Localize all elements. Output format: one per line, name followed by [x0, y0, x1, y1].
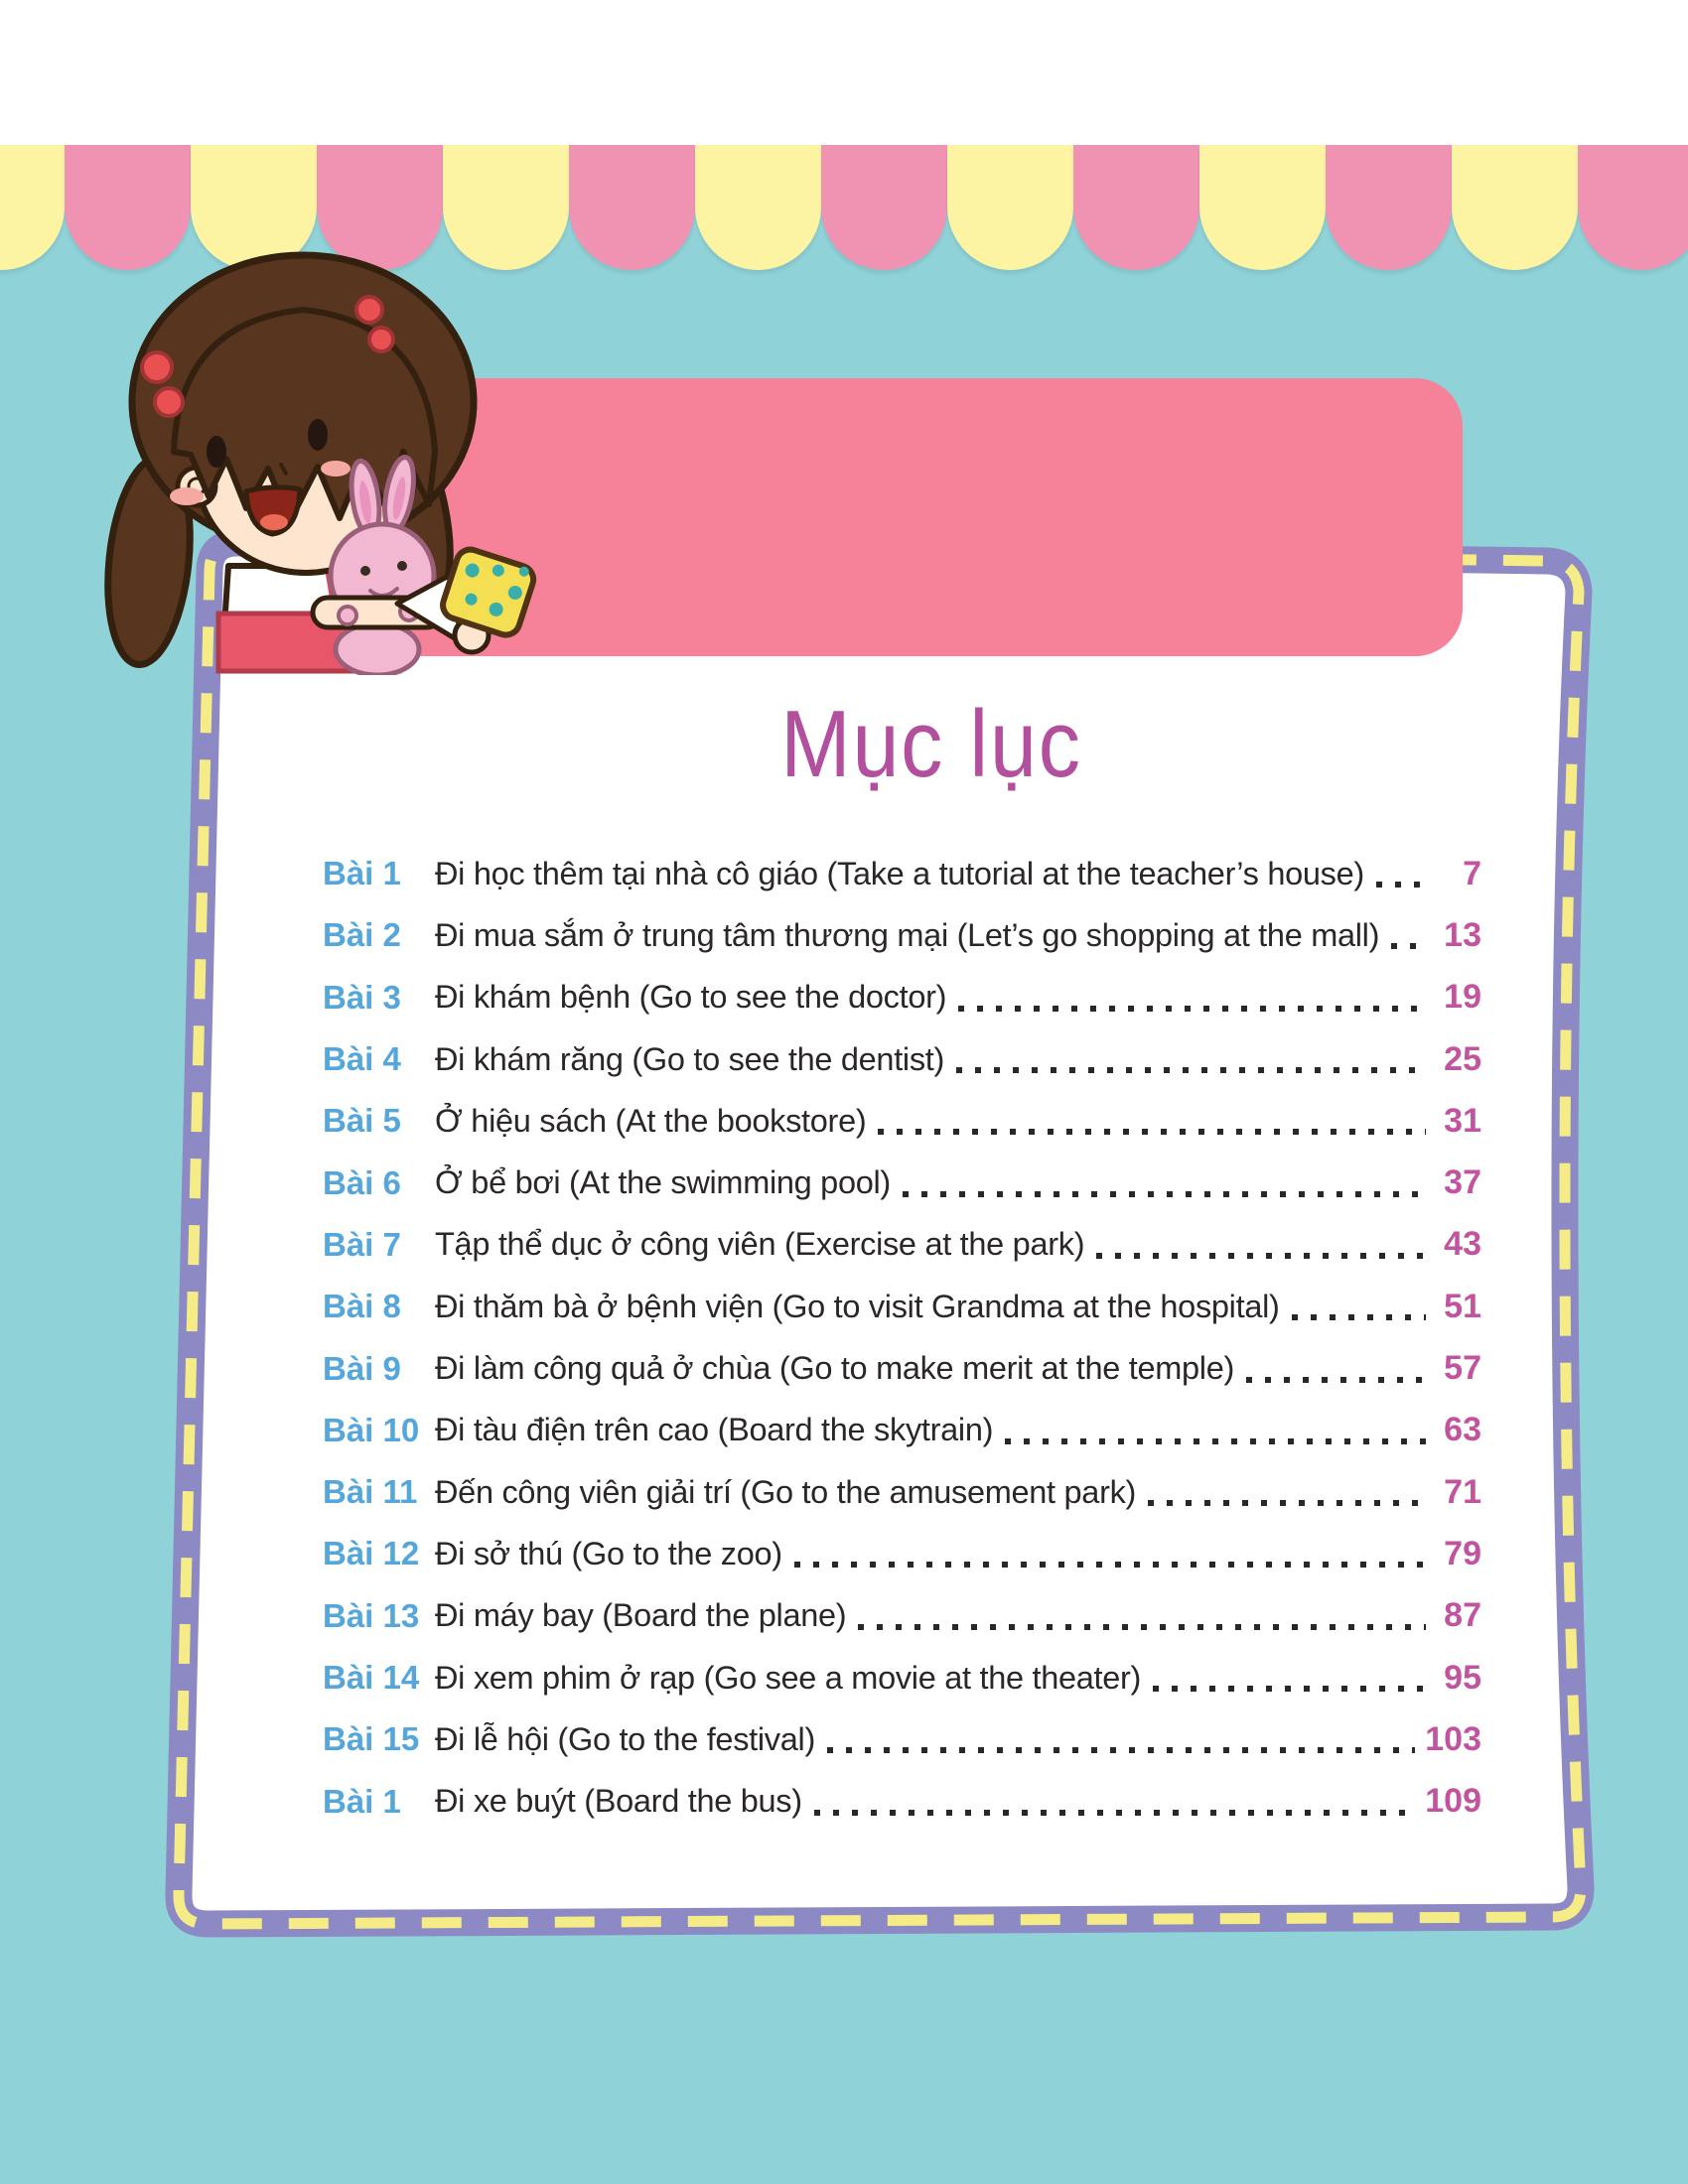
lesson-title: Đi khám bệnh (Go to see the doctor) [435, 979, 947, 1016]
toc-list [323, 843, 1481, 1833]
page-number: 25 [1444, 1039, 1481, 1078]
lesson-title: Đi mua sắm ở trung tâm thương mại (Let’s go shopping at the mall) [435, 916, 1380, 953]
dot-leader [956, 1067, 1426, 1073]
toc-row [323, 1152, 1481, 1213]
lesson-title: Đi làm công quả ở chùa (Go to make merit at the temple) [435, 1350, 1235, 1387]
page-number: 57 [1444, 1349, 1481, 1388]
girl-hairtie-left-1 [142, 352, 172, 382]
toc-row [323, 1770, 1481, 1832]
page-number: 103 [1425, 1719, 1481, 1758]
dot-leader [1246, 1377, 1426, 1383]
toc-row [323, 1461, 1481, 1523]
page-number: 37 [1444, 1163, 1481, 1202]
dot-leader [1292, 1314, 1426, 1320]
bunny-paw-left [339, 607, 356, 624]
dot-leader [827, 1747, 1415, 1753]
girl-hairtie-right-2 [369, 328, 393, 351]
page-number: 63 [1444, 1411, 1481, 1449]
toc-row [323, 843, 1481, 904]
lesson-label: Bài 3 [323, 978, 401, 1016]
lesson-label: Bài 6 [323, 1163, 401, 1201]
lesson-title: Đi lễ hội (Go to the festival) [435, 1720, 815, 1757]
girl-blush-right [321, 461, 351, 477]
lesson-label: Bài 7 [323, 1225, 401, 1263]
toc-row [323, 1214, 1481, 1276]
toc-row [323, 1523, 1481, 1584]
toc-row [323, 1090, 1481, 1152]
page-number: 87 [1444, 1596, 1481, 1635]
toc-row [323, 1708, 1481, 1770]
lesson-title: Đi xem phim ở rạp (Go see a movie at the theater) [435, 1659, 1142, 1696]
lesson-title: Đi xe buýt (Board the bus) [435, 1783, 802, 1820]
girl-blush-left [170, 487, 204, 505]
lesson-title: Tập thể dục ở công viên (Exercise at the park) [435, 1226, 1085, 1263]
dot-leader [958, 1006, 1426, 1012]
girl-hairtie-right-1 [356, 297, 382, 323]
lesson-title: Ở bể bơi (At the swimming pool) [435, 1164, 891, 1201]
lesson-title: Đi thăm bà ở bệnh viện (Go to visit Grandma at the hospital) [435, 1288, 1280, 1324]
toc-row [323, 967, 1481, 1028]
dot-leader [1096, 1253, 1426, 1259]
dot-leader [1376, 882, 1426, 887]
toc-row [323, 1400, 1481, 1461]
lesson-label: Bài 1 [323, 855, 401, 892]
girl-eye-right [308, 419, 328, 451]
lesson-title: Đi sở thú (Go to the zoo) [435, 1535, 782, 1571]
lesson-label: Bài 10 [323, 1411, 420, 1448]
girl-eye-left [207, 436, 226, 468]
dot-leader [1005, 1438, 1426, 1444]
page-number: 19 [1444, 978, 1481, 1017]
page-number: 43 [1444, 1225, 1481, 1264]
page-number: 95 [1444, 1658, 1481, 1697]
girl-illustration [79, 248, 616, 675]
lesson-label: Bài 9 [323, 1349, 401, 1387]
page-number: 13 [1444, 915, 1481, 954]
girl-hairtie-left-2 [155, 388, 183, 416]
lesson-label: Bài 12 [323, 1535, 420, 1572]
lesson-label: Bài 1 [323, 1782, 401, 1820]
page-title: Mục lục [780, 691, 1082, 797]
toc-row [323, 1647, 1481, 1708]
lesson-label: Bài 14 [323, 1659, 420, 1696]
lesson-title: Đến công viên giải trí (Go to the amusement park) [435, 1473, 1137, 1510]
toc-row [323, 1028, 1481, 1090]
girl-tongue [260, 514, 288, 530]
dot-leader [878, 1129, 1426, 1135]
dot-leader [814, 1810, 1416, 1816]
page-number: 51 [1444, 1287, 1481, 1325]
lesson-label: Bài 5 [323, 1102, 401, 1140]
lesson-title: Ở hiệu sách (At the bookstore) [435, 1102, 867, 1139]
page-number: 71 [1444, 1472, 1481, 1511]
lesson-label: Bài 15 [323, 1720, 420, 1758]
lesson-label: Bài 4 [323, 1040, 401, 1078]
toc-row [323, 1337, 1481, 1399]
dot-leader [1153, 1686, 1426, 1692]
lesson-title: Đi khám răng (Go to see the dentist) [435, 1040, 945, 1077]
dot-leader [858, 1624, 1426, 1630]
lesson-label: Bài 8 [323, 1288, 401, 1325]
lesson-label: Bài 11 [323, 1473, 418, 1511]
page-number: 79 [1444, 1534, 1481, 1572]
lesson-title: Đi học thêm tại nhà cô giáo (Take a tutorial at the teacher’s house) [435, 855, 1364, 891]
dot-leader [1148, 1500, 1426, 1506]
toc-row [323, 1585, 1481, 1647]
dot-leader [794, 1562, 1426, 1568]
page-number: 31 [1444, 1101, 1481, 1140]
toc-row [323, 1276, 1481, 1337]
page-number: 109 [1425, 1782, 1481, 1821]
lesson-label: Bài 2 [323, 916, 401, 954]
dot-leader [1391, 943, 1426, 949]
lesson-title: Đi tàu điện trên cao (Board the skytrain) [435, 1412, 994, 1448]
page-number: 7 [1463, 854, 1481, 892]
toc-row [323, 904, 1481, 966]
lesson-title: Đi máy bay (Board the plane) [435, 1597, 847, 1634]
lesson-label: Bài 13 [323, 1596, 420, 1634]
dot-leader [903, 1191, 1426, 1197]
